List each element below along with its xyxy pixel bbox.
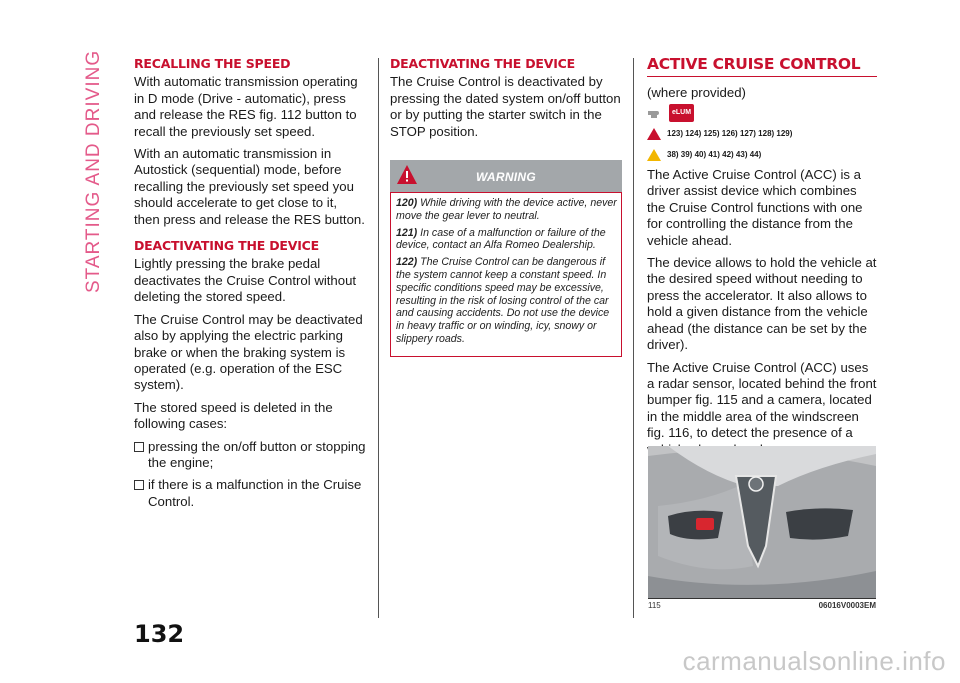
figure-caption [648,601,876,610]
list-item: if there is a malfunction in the Cruise Control. [134,477,366,510]
hand-pointer-icon [647,107,663,119]
car-front-image [648,446,876,598]
column-divider [378,58,379,618]
paragraph: With automatic transmission operating in D mode (Drive - automatic), press and release the RES fig. 112 button to recall the previously set speed. [134,74,358,139]
paragraph: The Active Cruise Control (ACC) uses a radar sensor, located behind the front bumper fig. 115 and a camera, located in the middle area of the windscreen fig. 116, to detect the presence of a [647,359,877,441]
warning-box [390,192,622,357]
option-tag: eLUM [669,104,694,122]
figure-number: 115 [648,601,661,610]
chapter-label: STARTING AND DRIVING [83,49,104,293]
option-row [647,104,877,122]
list-item: pressing the on/off button or stopping the engine; [134,439,366,472]
note-triangle-icon [647,149,661,161]
paragraph: With an automatic transmission in Autostick (sequential) mode, before recalling the previously set speed you should accelerate to get close to it, then press and release the RES button. [134,146,365,227]
paragraph: The Active Cruise Control (ACC) is a driver assist device which combines the Cruise Control functions with one for controlling the distance from the vehicle ahead. [647,167,863,248]
left-column [134,56,366,516]
paragraph: The device allows to hold the vehicle at the desired speed without needing to press the accelerator. It also allows to hold a given distance from the vehicle ahead (the distance can be set by the driver). [647,255,877,353]
chapter-side-tab [78,49,108,293]
warning-item: 121) In case of a malfunction or failure of the device, contact an Alfa Romeo Dealership. [396,226,606,252]
watermark: carmanualsonline.info [682,646,946,676]
paragraph: The stored speed is deleted in the following cases: [134,399,333,432]
heading-deactivating-device: DEACTIVATING THE DEVICE [134,238,319,254]
warning-item: 120) While driving with the device active, never move the gear lever to neutral. [396,197,617,222]
section-title: ACTIVE CRUISE CONTROL [647,56,877,77]
right-column [647,56,877,464]
car-front-figure [648,446,876,599]
warning-header [390,160,622,192]
page-number: 132 [134,620,185,648]
middle-column [390,56,622,357]
heading-deactivating-device: DEACTIVATING THE DEVICE [390,56,575,71]
warning-refs: 123) 124) 125) 126) 127) 128) 129) [647,126,877,142]
paragraph: The Cruise Control may be deactivated also by applying the electric parking brake or when the braking system is operated (e.g. operation of the ESC system). [134,311,363,393]
warning-item: 122) The Cruise Control can be dangerous if the system cannot keep a constant speed. In specific conditions speed may be excessive, resulting in the risk of losing control of the car and causing accidents. Do not use the device in heavy traffic or on winding, icy, snowy or slippery roads. [396,256,610,345]
checkbox-bullet-icon [134,442,144,452]
warning-triangle-icon [647,128,661,140]
note-refs: 38) 39) 40) 41) 42) 43) 44) [647,147,877,163]
warning-title: WARNING [475,170,537,185]
paragraph: Lightly pressing the brake pedal deactivates the Cruise Control without deleting the stored speed. [134,256,357,305]
column-divider [633,58,634,618]
where-provided: (where provided) [647,85,746,101]
figure-code: 06016V0003EM [818,601,876,610]
heading-recalling-speed: RECALLING THE SPEED [134,56,291,71]
paragraph: The Cruise Control is deactivated by pressing the dated system on/off button or by putting the starter switch in the STOP position. [390,74,621,139]
checkbox-bullet-icon [134,480,144,490]
